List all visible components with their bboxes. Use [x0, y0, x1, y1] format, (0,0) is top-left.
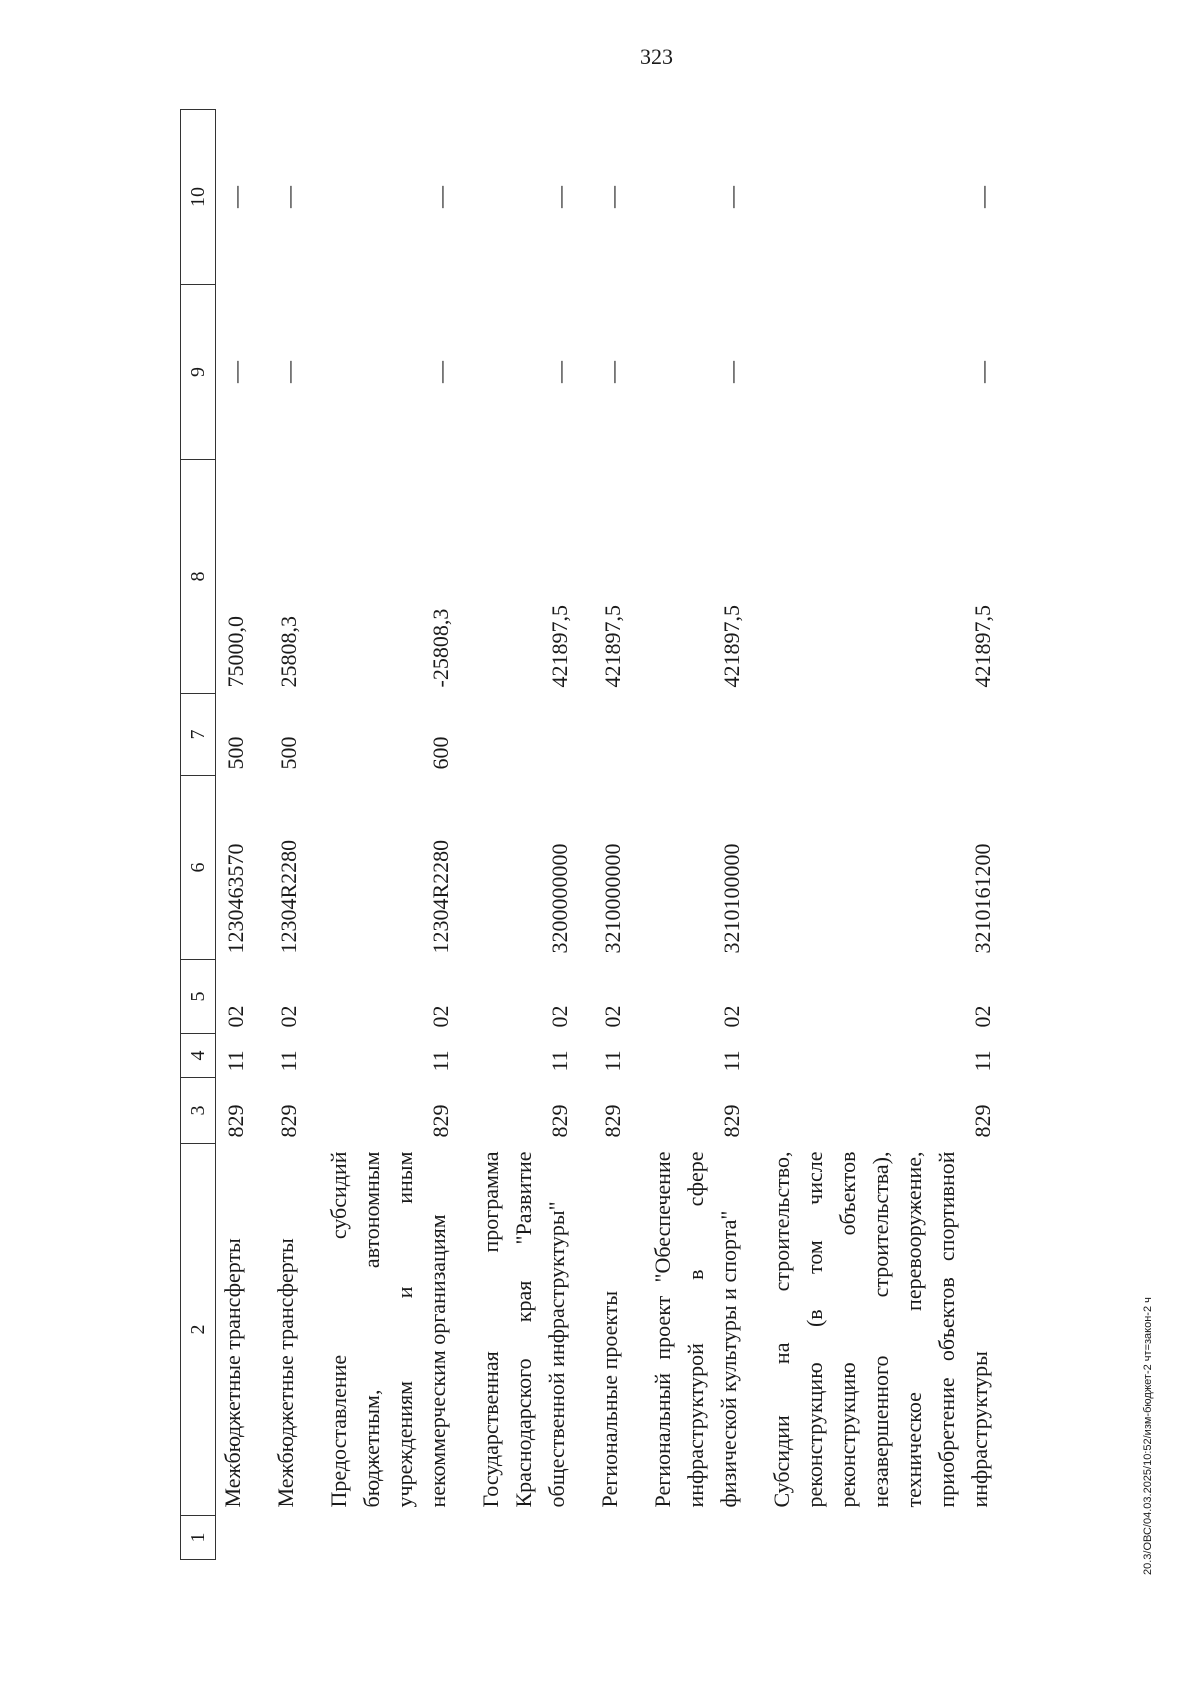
cell-amount: 421897,5 [547, 605, 572, 688]
col-header-9: 9 [181, 285, 216, 460]
cell-code4: 11 [276, 1050, 301, 1072]
cell-code5: 02 [223, 1005, 248, 1028]
cell-col9: — [547, 361, 572, 383]
cell-amount: 421897,5 [719, 605, 744, 688]
cell-col9: — [600, 361, 625, 383]
cell-col1 [269, 1516, 322, 1560]
cell-code4: 11 [547, 1050, 572, 1072]
cell-col10: — [547, 186, 572, 208]
cell-col10: — [970, 186, 995, 208]
cell-code5: 02 [600, 1005, 625, 1028]
cell-code5: 02 [970, 1005, 995, 1028]
cell-col10: — [276, 186, 301, 208]
cell-code3: 829 [547, 1104, 572, 1138]
cell-code3: 829 [719, 1104, 744, 1138]
cell-code3: 829 [276, 1104, 301, 1138]
cell-code4: 11 [600, 1050, 625, 1072]
cell-name: Региональный проект "Обеспечение инфраструктурой в сфере физической культуры и спорта" [650, 1151, 741, 1508]
cell-col10: — [428, 186, 453, 208]
col-header-3: 3 [181, 1078, 216, 1144]
cell-name: Предоставление субсидий бюджетным, автономным учреждениям и иным некоммерческим организациям [326, 1151, 450, 1508]
table-row [474, 110, 593, 1560]
cell-code4: 11 [719, 1050, 744, 1072]
cell-code3: 829 [600, 1104, 625, 1138]
cell-col1 [765, 1516, 996, 1560]
cell-code4: 11 [223, 1050, 248, 1072]
cell-col1 [474, 1516, 593, 1560]
cell-code7 [646, 694, 765, 776]
cell-code5: 02 [276, 1005, 301, 1028]
col-header-4: 4 [181, 1034, 216, 1078]
cell-code5: 02 [428, 1005, 453, 1028]
cell-col9: — [970, 361, 995, 383]
cell-code6: 3210161200 [970, 843, 995, 954]
cell-code7 [593, 694, 646, 776]
cell-amount: 421897,5 [600, 605, 625, 688]
cell-code3: 829 [428, 1104, 453, 1138]
table-row [216, 110, 270, 1560]
cell-code4: 11 [428, 1050, 453, 1072]
cell-col10: — [719, 186, 744, 208]
col-header-5: 5 [181, 960, 216, 1034]
footer-document-code: 20.3/ОВС/04.03.2025/10:52/изм-бюджет-2 чт=закон-2 ч [1142, 1297, 1154, 1575]
cell-col10: — [223, 186, 248, 208]
table-row [646, 110, 765, 1560]
cell-name: Региональные проекты [597, 1290, 622, 1508]
cell-col1 [322, 1516, 474, 1560]
table-row [269, 110, 322, 1560]
cell-code7 [474, 694, 593, 776]
cell-col1 [593, 1516, 646, 1560]
cell-code3: 829 [223, 1104, 248, 1138]
cell-code5: 02 [719, 1005, 744, 1028]
header-row [181, 110, 216, 1560]
cell-col9: — [719, 361, 744, 383]
cell-amount: 25808,3 [276, 616, 301, 688]
cell-code3: 829 [970, 1104, 995, 1138]
cell-code7: 500 [223, 736, 248, 770]
cell-code6: 12304R2280 [428, 839, 453, 954]
table-row [593, 110, 646, 1560]
cell-code7 [765, 694, 996, 776]
cell-col9: — [428, 361, 453, 383]
cell-code6: 3210000000 [600, 843, 625, 954]
col-header-1: 1 [181, 1516, 216, 1560]
cell-name: Субсидии на строительство, реконструкцию (в том числе реконструкцию объектов незавершенного строительства), техническое перевооружение, приобретение объектов спортивной инфраструктуры [769, 1151, 992, 1508]
col-header-7: 7 [181, 694, 216, 776]
col-header-10: 10 [181, 110, 216, 285]
table-row [322, 110, 474, 1560]
cell-code5: 02 [547, 1005, 572, 1028]
cell-col1 [646, 1516, 765, 1560]
table-row [765, 110, 996, 1560]
cell-col9: — [223, 361, 248, 383]
cell-code6: 12304R2280 [276, 839, 301, 954]
cell-code6: 3200000000 [547, 843, 572, 954]
cell-col1 [216, 1516, 270, 1560]
col-header-6: 6 [181, 776, 216, 960]
rotated-budget-table-container [180, 110, 1060, 1560]
cell-code7: 600 [428, 736, 453, 770]
cell-col9: — [276, 361, 301, 383]
col-header-8: 8 [181, 460, 216, 694]
cell-name: Межбюджетные трансферты [220, 1238, 245, 1508]
cell-code7: 500 [276, 736, 301, 770]
cell-code6: 1230463570 [223, 843, 248, 954]
col-header-2: 2 [181, 1144, 216, 1516]
cell-amount: 75000,0 [223, 616, 248, 688]
cell-code6: 3210100000 [719, 843, 744, 954]
cell-name: Межбюджетные трансферты [273, 1238, 298, 1508]
cell-amount: 421897,5 [970, 605, 995, 688]
cell-name: Государственная программа Краснодарского края "Развитие общественной инфраструктуры" [478, 1151, 569, 1508]
cell-code4: 11 [970, 1050, 995, 1072]
cell-col10: — [600, 186, 625, 208]
budget-table [180, 109, 996, 1560]
cell-amount: -25808,3 [428, 608, 453, 688]
page-number: 323 [640, 44, 673, 69]
